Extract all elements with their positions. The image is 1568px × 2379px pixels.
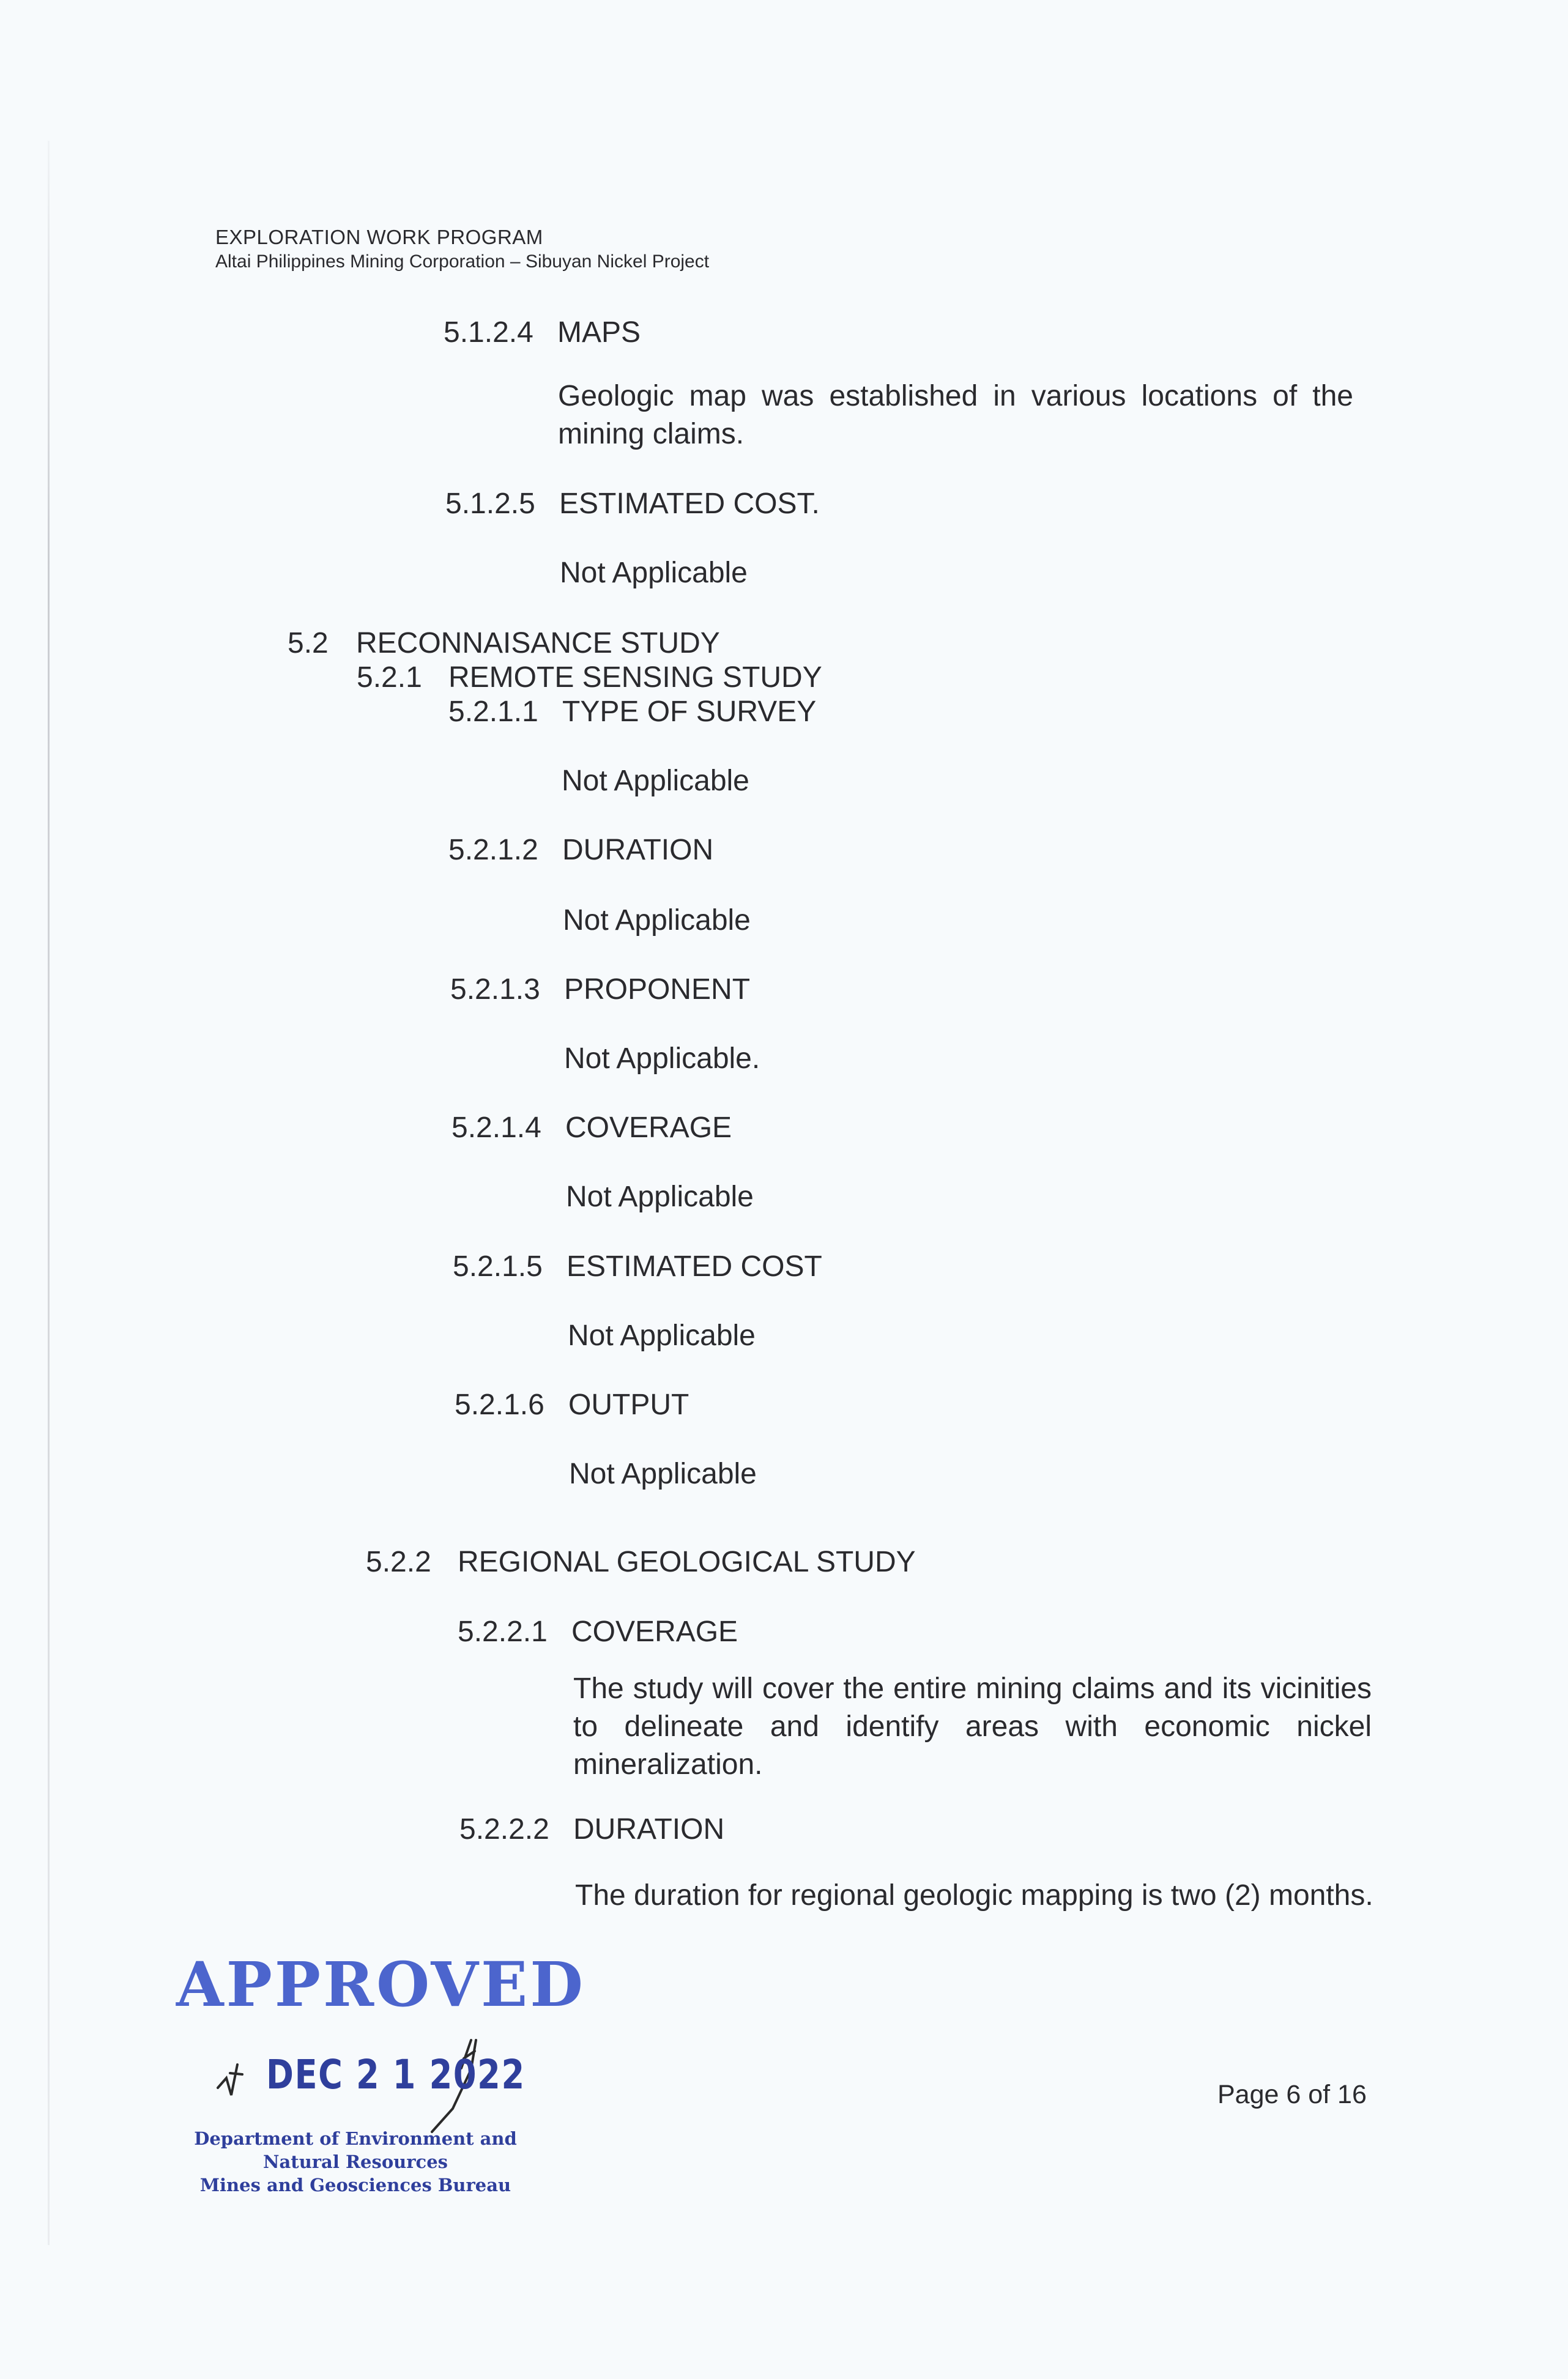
section-title: TYPE OF SURVEY	[562, 696, 817, 728]
section-number: 5.2.1.2	[448, 834, 538, 866]
scan-edge-line	[48, 141, 50, 2245]
section-heading-duration-2	[459, 1813, 724, 1847]
stamp-word: APPROVED	[176, 1948, 585, 2021]
section-heading-type-of-survey	[448, 695, 816, 729]
page-number: Page 6 of 16	[1217, 2080, 1367, 2109]
section-heading-estimated-cost-1	[445, 487, 820, 521]
section-number: 5.2.1.1	[448, 696, 538, 728]
section-number: 5.2.2.2	[459, 1813, 549, 1846]
header-subtitle: Altai Philippines Mining Corporation – Sibuyan Nickel Project	[215, 251, 710, 272]
section-title: REMOTE SENSING STUDY	[448, 661, 822, 694]
stamp-department	[175, 2127, 536, 2197]
section-text-maps: Geologic map was established in various locations of the mining claims.	[558, 380, 1353, 450]
section-heading-coverage-2	[458, 1615, 738, 1649]
header-title: EXPLORATION WORK PROGRAM	[215, 226, 543, 248]
document-header	[215, 225, 709, 274]
section-text-estimated-cost-2: Not Applicable	[568, 1319, 756, 1352]
approved-stamp	[165, 1948, 585, 2195]
section-number: 5.2.1	[357, 661, 422, 694]
stamp-department-line2: Mines and Geosciences Bureau	[199, 2175, 511, 2195]
section-number: 5.2.1.6	[455, 1389, 544, 1421]
section-text-estimated-cost-1: Not Applicable	[560, 557, 748, 589]
section-number: 5.2.2.1	[458, 1616, 548, 1648]
section-text-proponent: Not Applicable.	[564, 1042, 760, 1075]
section-text-output: Not Applicable	[569, 1458, 757, 1490]
section-number: 5.1.2.4	[444, 316, 533, 349]
section-number: 5.2.2	[366, 1546, 431, 1578]
section-heading-proponent	[450, 973, 750, 1007]
section-title: MAPS	[557, 316, 641, 349]
section-title: OUTPUT	[568, 1389, 689, 1421]
section-title: DURATION	[562, 834, 714, 866]
section-number: 5.2.1.4	[451, 1112, 541, 1144]
section-text-type-of-survey: Not Applicable	[562, 765, 749, 797]
section-text-coverage-1: Not Applicable	[566, 1181, 754, 1213]
section-title: COVERAGE	[565, 1112, 732, 1144]
section-heading-estimated-cost-2	[453, 1250, 822, 1284]
section-title: RECONNAISANCE STUDY	[356, 627, 720, 659]
section-number: 5.2.1.5	[453, 1250, 543, 1283]
section-title: REGIONAL GEOLOGICAL STUDY	[458, 1546, 916, 1578]
section-title: COVERAGE	[571, 1616, 738, 1648]
section-title: DURATION	[573, 1813, 725, 1846]
section-number: 5.2.1.3	[450, 973, 540, 1006]
section-heading-regional-geological	[366, 1545, 916, 1579]
section-number: 5.2	[288, 627, 329, 659]
section-title: PROPONENT	[564, 973, 751, 1006]
section-heading-output	[455, 1388, 689, 1422]
stamp-date: DEC 2 1 2022	[266, 2051, 526, 2098]
section-text-coverage-2: The study will cover the entire mining claims and its vicinities to delineate and identify areas with economic nickel mineralization.	[573, 1672, 1372, 1781]
section-text-duration-2: The duration for regional geologic mapping is two (2) months.	[575, 1879, 1373, 1912]
section-title: ESTIMATED COST	[567, 1250, 822, 1283]
section-heading-remote-sensing	[357, 661, 822, 695]
stamp-department-line1: Department of Environment and Natural Resources	[194, 2128, 517, 2172]
section-heading-coverage-1	[451, 1111, 732, 1145]
section-heading-duration-1	[448, 833, 713, 867]
section-text-duration-1: Not Applicable	[563, 904, 751, 937]
section-number: 5.1.2.5	[445, 488, 535, 520]
section-heading-reconnaissance	[288, 626, 720, 661]
section-title: ESTIMATED COST.	[559, 488, 820, 520]
section-heading-maps	[444, 316, 641, 350]
